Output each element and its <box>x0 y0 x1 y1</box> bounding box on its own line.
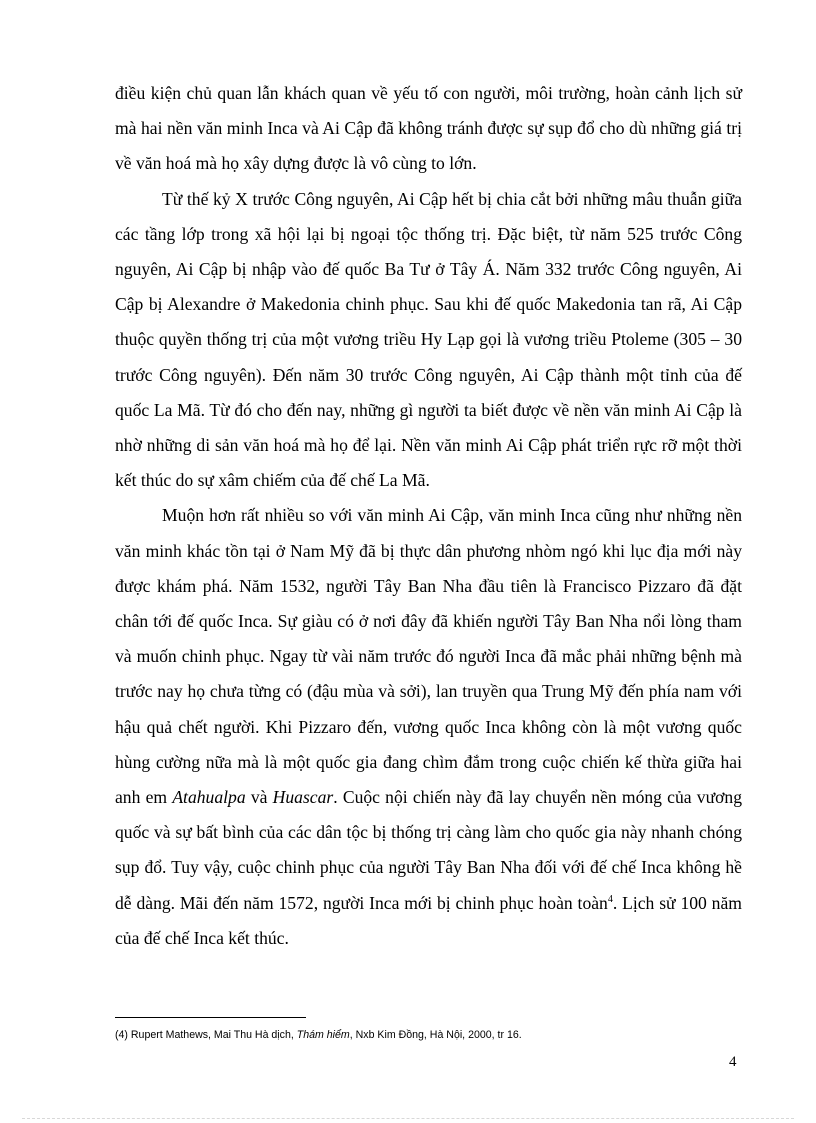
body-text <box>115 76 742 956</box>
paragraph-2: Từ thế kỷ X trước Công nguyên, Ai Cập hết bị chia cắt bởi những mâu thuẫn giữa các tầng lớp trong xã hội lại bị ngoại tộc thống trị. Đặc biệt, từ năm 525 trước Công nguyên, Ai Cập bị nhập vào đế quốc Ba Tư ở Tây Á. Năm 332 trước Công nguyên, Ai Cập bị Alexandre ở Makedonia chinh phục. Sau khi đế quốc Makedonia tan rã, Ai Cập thuộc quyền thống trị của một vương triều Hy Lạp gọi là vương triều Ptoleme (305 – 30 trước Công nguyên). Đến năm 30 trước Công nguyên, Ai Cập thành một tỉnh của đế quốc La Mã. Từ đó cho đến nay, những gì người ta biết được về nền văn minh Ai Cập là nhờ những di sản văn hoá mà họ để lại. Nền văn minh Ai Cập phát triển rực rỡ một thời kết thúc do sự xâm chiếm của đế chế La Mã. <box>115 188 742 491</box>
paragraph-3-part1: Muộn hơn rất nhiều so với văn minh Ai Cập, văn minh Inca cũng như những nền văn minh khác tồn tại ở Nam Mỹ đã bị thực dân phương nhòm ngó khi lục địa mới này được khám phá. Năm 1532, người Tây Ban Nha đầu tiên là Francisco Pizzaro đã đặt chân tới đế quốc Inca. Sự giàu có ở nơi đây đã khiến người Tây Ban Nha nổi lòng tham và muốn chinh phục. Ngay từ vài năm trước đó người Inca đã mắc phải những bệnh mà trước nay họ chưa từng có (đậu mùa và sởi), lan truyền qua Trung Mỹ đến phía nam với hậu quả chết người. Khi Pizzaro đến, vương quốc Inca không còn là một vương quốc hùng cường nữa mà là một quốc gia đang chìm đắm trong cuộc chiến kế thừa giữa hai anh em <box>115 505 742 808</box>
footnote-separator <box>115 1017 306 1018</box>
footnote <box>115 1028 742 1042</box>
footnote-marker: (4) <box>115 1029 128 1041</box>
paragraph-1: điều kiện chủ quan lẫn khách quan về yếu tố con người, môi trường, hoàn cảnh lịch sử mà hai nền văn minh Inca và Ai Cập đã không tránh được sự sụp đổ cho dù những giá trị về văn hoá mà họ xây dựng được là vô cùng to lớn. <box>115 83 742 174</box>
name-atahualpa: Atahualpa <box>172 787 246 808</box>
conjunction: và <box>245 787 273 808</box>
footnote-title: Thám hiểm <box>296 1029 350 1041</box>
paragraph-3-part2: . Cuộc nội chiến này đã lay chuyển nền móng của vương quốc và sự bất bình của các dân tộc bị thống trị càng làm cho quốc gia này nhanh chóng sụp đổ. Tuy vậy, cuộc chinh phục của người Tây Ban Nha đối với đế chế Inca không hề dễ dàng. Mãi đến năm 1572, người Inca mới bị chinh phục hoàn toàn <box>115 787 743 913</box>
paragraph-3-part3: . Lịch sử 100 năm của đế chế Inca kết thúc. <box>115 892 742 948</box>
name-huascar: Huascar <box>272 787 334 808</box>
page-bottom-border <box>22 1118 794 1119</box>
page-number: 4 <box>729 1054 737 1070</box>
footnote-text-before: Rupert Mathews, Mai Thu Hà dịch, <box>127 1029 297 1041</box>
footnote-reference[interactable]: 4 <box>607 893 613 905</box>
paragraph-3 <box>115 498 742 956</box>
footnote-text-after: , Nxb Kim Đồng, Hà Nội, 2000, tr 16. <box>349 1029 522 1041</box>
